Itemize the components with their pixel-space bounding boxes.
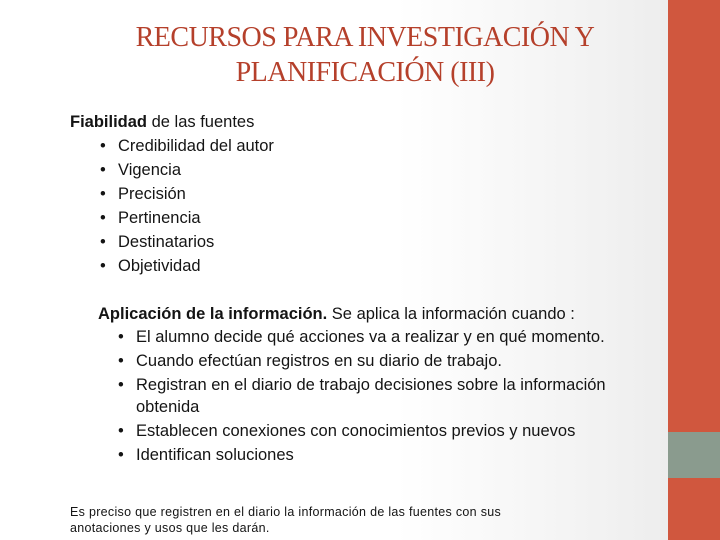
list-item <box>100 134 274 158</box>
list-item <box>100 158 274 182</box>
bullet-icon: • <box>118 446 124 464</box>
list-item-text: Vigencia <box>118 161 181 179</box>
application-section <box>98 302 638 468</box>
list-item <box>118 420 638 442</box>
list-item <box>100 230 274 254</box>
list-item-text: Precisión <box>118 185 186 203</box>
list-item-text: Identifican soluciones <box>136 446 294 464</box>
list-item <box>100 182 274 206</box>
title-line-2: PLANIFICACIÓN (III) <box>235 57 495 88</box>
bullet-icon: • <box>100 185 106 203</box>
list-item <box>118 350 638 372</box>
list-item-text: Registran en el diario de trabajo decisiones sobre la información obtenida <box>136 376 606 416</box>
footer-note: Es preciso que registren en el diario la información de las fuentes con sus anotaciones y usos que les darán. <box>70 505 502 535</box>
slide-title <box>70 20 660 90</box>
list-item <box>118 374 638 418</box>
list-item-text: El alumno decide qué acciones va a realizar y en qué momento. <box>136 328 605 346</box>
list-item <box>118 326 638 348</box>
application-heading-text: Se aplica la información cuando : <box>327 305 575 323</box>
list-item <box>100 254 274 278</box>
reliability-heading-bold: Fiabilidad <box>70 113 148 131</box>
reliability-heading-text: de las fuentes <box>147 113 255 131</box>
bullet-icon: • <box>100 137 106 155</box>
reliability-heading <box>70 110 274 134</box>
application-heading <box>98 302 638 326</box>
bullet-icon: • <box>118 376 124 394</box>
bullet-icon: • <box>100 257 106 275</box>
bullet-icon: • <box>100 233 106 251</box>
application-list <box>98 326 638 466</box>
reliability-section <box>70 110 274 278</box>
list-item-text: Credibilidad del autor <box>118 137 274 155</box>
title-line-1: RECURSOS PARA INVESTIGACIÓN Y <box>135 22 595 53</box>
bullet-icon: • <box>118 328 124 346</box>
side-accent-block <box>668 432 720 478</box>
list-item <box>118 444 638 466</box>
list-item-text: Pertinencia <box>118 209 201 227</box>
side-accent-bar <box>668 0 720 540</box>
bullet-icon: • <box>100 161 106 179</box>
list-item-text: Objetividad <box>118 257 201 275</box>
application-heading-bold: Aplicación de la información. <box>98 305 328 323</box>
reliability-list <box>70 134 274 278</box>
list-item-text: Cuando efectúan registros en su diario de trabajo. <box>136 352 502 370</box>
list-item <box>100 206 274 230</box>
list-item-text: Establecen conexiones con conocimientos previos y nuevos <box>136 422 576 440</box>
bullet-icon: • <box>118 352 124 370</box>
list-item-text: Destinatarios <box>118 233 215 251</box>
bullet-icon: • <box>118 422 124 440</box>
bullet-icon: • <box>100 209 106 227</box>
